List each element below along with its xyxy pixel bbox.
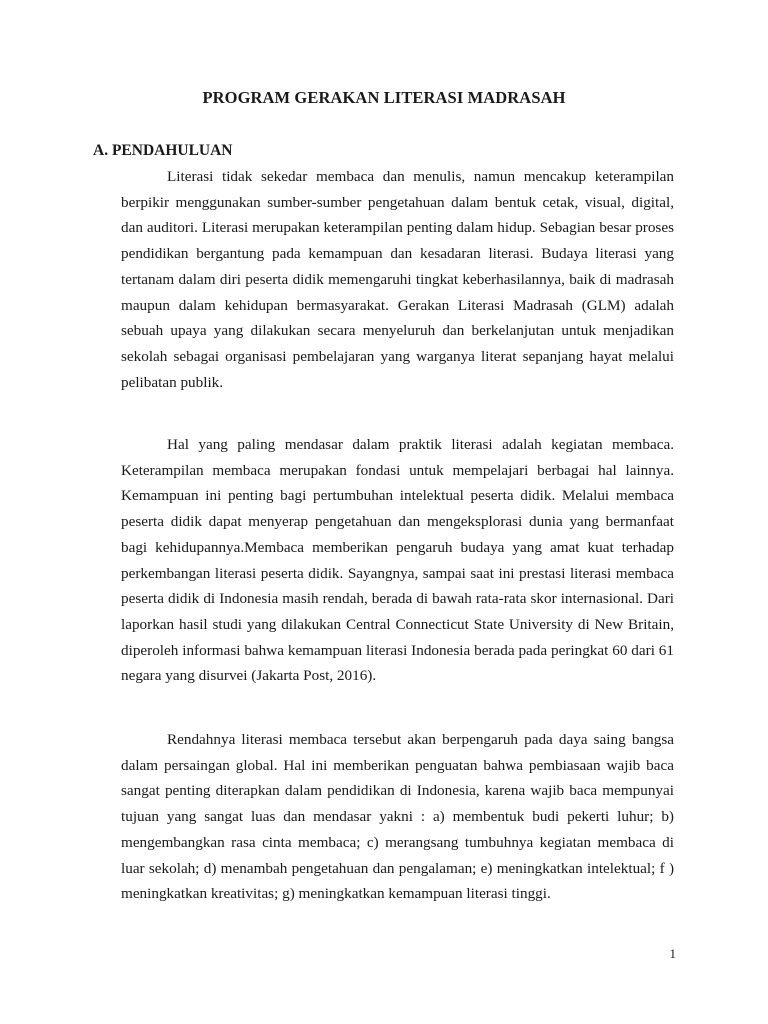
section-heading: A. PENDAHULUAN [93,142,233,159]
paragraph-2: Hal yang paling mendasar dalam praktik literasi adalah kegiatan membaca. Keterampilan membaca merupakan fondasi untuk mempelajari berbagai hal lainnya. Kemampuan ini penting bagi pertumbuhan intelektual peserta didik. Melalui membaca peserta didik dapat menyerap pengetahuan dan mengeksplorasi dunia yang bermanfaat bagi kehidupannya.Membaca memberikan pengaruh budaya yang amat kuat terhadap perkembangan literasi peserta didik. Sayangnya, sampai saat ini prestasi literasi membaca peserta didik di Indonesia masih rendah, berada di bawah rata-rata skor internasional. Dari laporkan hasil studi yang dilakukan Central Connecticut State University di New Britain, diperoleh informasi bahwa kemampuan literasi Indonesia berada pada peringkat 60 dari 61 negara yang disurvei (Jakarta Post, 2016). [121,436,674,685]
document-title: PROGRAM GERAKAN LITERASI MADRASAH [202,88,566,107]
paragraph-1: Literasi tidak sekedar membaca dan menulis, namun mencakup keterampilan berpikir menggunakan sumber-sumber pengetahuan dalam bentuk cetak, visual, digital, dan auditori. Literasi merupakan keterampilan penting dalam hidup. Sebagian besar proses pendidikan bergantung pada kemampuan dan kesadaran literasi. Budaya literasi yang tertanam dalam diri peserta didik memengaruhi tingkat keberhasilannya, baik di madrasah maupun dalam kehidupan bermasyarakat. Gerakan Literasi Madrasah (GLM) adalah sebuah upaya yang dilakukan secara menyeluruh dan berkelanjutan untuk menjadikan sekolah sebagai organisasi pembelajaran yang warganya literat sepanjang hayat melalui pelibatan publik. [121,168,674,391]
page-number: 1 [669,946,676,961]
paragraph-3: Rendahnya literasi membaca tersebut akan berpengaruh pada daya saing bangsa dalam persaingan global. Hal ini memberikan penguatan bahwa pembiasaan wajib baca sangat penting diterapkan dalam pendidikan di Indonesia, karena wajib baca mempunyai tujuan yang sangat luas dan mendasar yakni : a) membentuk budi pekerti luhur; b) mengembangkan rasa cinta membaca; c) merangsang tumbuhnya kegiatan membaca di luar sekolah; d) menambah pengetahuan dan pengalaman; e) meningkatkan intelektual; f ) meningkatkan kreativitas; g) meningkatkan kemampuan literasi tinggi. [121,731,674,903]
